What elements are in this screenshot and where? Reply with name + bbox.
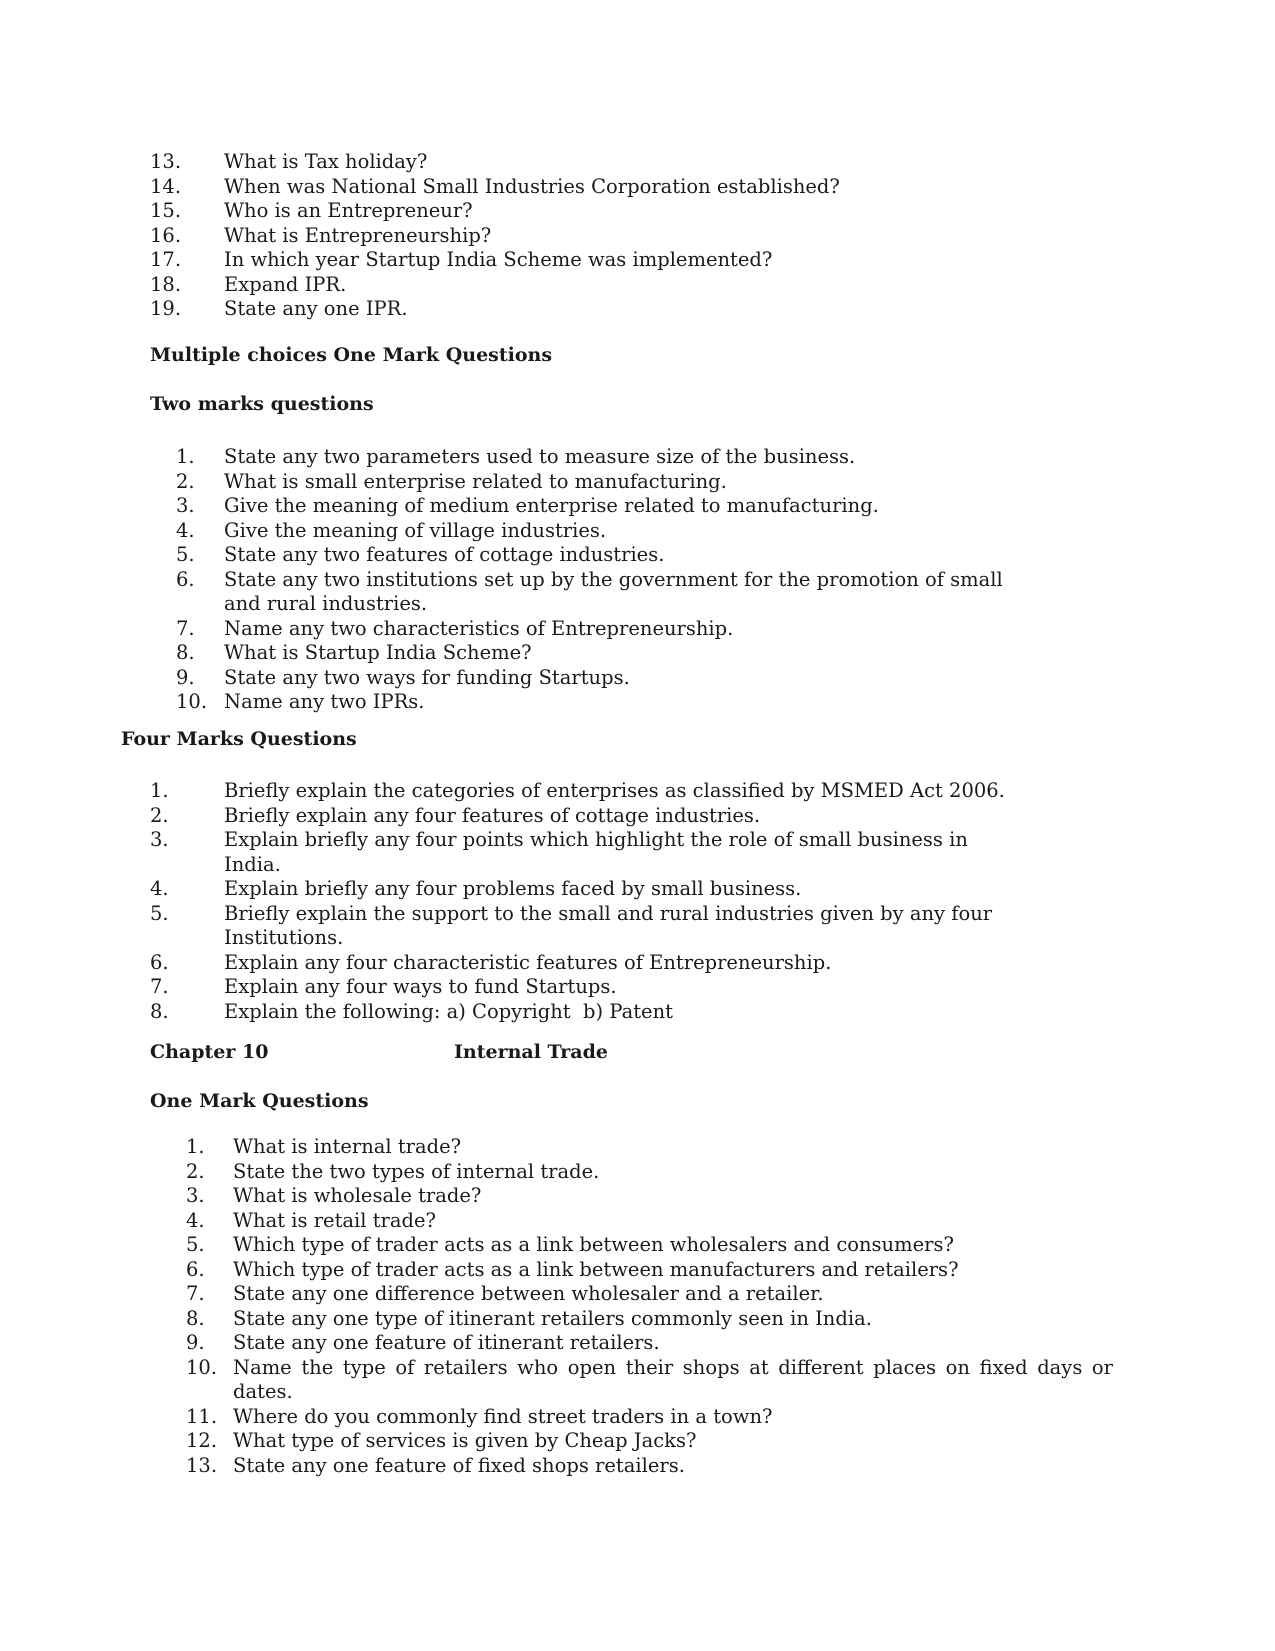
item-number: 9.	[176, 665, 195, 689]
item-number: 10.	[186, 1355, 218, 1379]
section-heading-four-marks: Four Marks Questions	[121, 728, 357, 750]
list-item	[150, 1184, 1120, 1209]
list-item	[150, 1209, 1120, 1234]
item-text: State any one IPR.	[224, 297, 408, 320]
section-heading-one-mark: One Mark Questions	[150, 1090, 369, 1112]
list-item	[150, 690, 1070, 715]
item-text: Explain the following: a) Copyright b) Patent	[224, 999, 673, 1023]
item-text: Briefly explain any four features of cottage industries.	[224, 803, 761, 827]
item-text: Which type of trader acts as a link between manufacturers and retailers?	[233, 1257, 959, 1281]
item-number: 7.	[186, 1282, 205, 1305]
item-text: Explain any four ways to fund Startups.	[224, 975, 617, 998]
item-number: 3.	[186, 1184, 205, 1207]
item-number: 13.	[150, 150, 182, 173]
list-item	[150, 975, 1030, 1000]
item-text: State any one difference between wholesaler and a retailer.	[233, 1282, 824, 1305]
item-number: 1.	[186, 1135, 205, 1158]
item-number: 5.	[186, 1233, 205, 1256]
item-number: 17.	[150, 248, 182, 271]
item-number: 18.	[150, 272, 182, 296]
item-number: 10.	[176, 690, 208, 713]
item-text: What type of services is given by Cheap Jacks?	[233, 1429, 697, 1452]
item-text: What is small enterprise related to manufacturing.	[224, 469, 727, 493]
list-item	[150, 273, 1030, 298]
item-text: Who is an Entrepreneur?	[224, 199, 473, 222]
item-text: State any two institutions set up by the government for the promotion of small and rural industries.	[224, 567, 1003, 615]
list-item	[150, 494, 1070, 519]
list-item	[150, 1454, 1120, 1479]
list-item	[150, 470, 1070, 495]
list-item	[150, 199, 1030, 224]
item-number: 13.	[186, 1453, 218, 1477]
item-number: 2.	[150, 803, 169, 827]
item-text: Give the meaning of village industries.	[224, 518, 607, 542]
item-number: 9.	[186, 1331, 205, 1354]
list-item	[150, 1233, 1120, 1258]
item-text: Name any two characteristics of Entrepreneurship.	[224, 616, 734, 640]
item-text: Name any two IPRs.	[224, 690, 425, 713]
item-number: 8.	[150, 999, 169, 1023]
list-item	[150, 779, 1030, 804]
list-item	[150, 1405, 1120, 1430]
item-number: 6.	[186, 1257, 205, 1281]
item-number: 6.	[150, 950, 169, 974]
list-item	[150, 175, 1030, 200]
list-item	[150, 1000, 1030, 1025]
item-number: 12.	[186, 1429, 218, 1452]
item-text: State any two parameters used to measure size of the business.	[224, 445, 856, 468]
list-item	[150, 1282, 1120, 1307]
list-item	[150, 1307, 1120, 1332]
list-item	[150, 617, 1070, 642]
list-item	[150, 519, 1070, 544]
item-text: What is Tax holiday?	[224, 150, 428, 173]
item-text: State any two features of cottage industries.	[224, 543, 665, 566]
item-number: 8.	[176, 641, 195, 664]
list-item	[150, 1356, 1120, 1405]
item-text: Which type of trader acts as a link between wholesalers and consumers?	[233, 1233, 954, 1256]
item-text: Explain briefly any four problems faced by small business.	[224, 877, 802, 900]
item-text: Briefly explain the categories of enterprises as classified by MSMED Act 2006.	[224, 779, 1005, 802]
item-number: 14.	[150, 174, 182, 198]
item-number: 7.	[150, 975, 169, 998]
item-number: 6.	[176, 567, 195, 591]
item-text: State any one type of itinerant retailers commonly seen in India.	[233, 1306, 872, 1330]
item-number: 11.	[186, 1404, 218, 1428]
item-text: What is Startup India Scheme?	[224, 641, 532, 664]
item-text: State any two ways for funding Startups.	[224, 665, 630, 689]
item-number: 5.	[176, 543, 195, 566]
list-item	[150, 877, 1030, 902]
list-item	[150, 1331, 1120, 1356]
four-marks-question-list	[150, 779, 1030, 1024]
list-item	[150, 666, 1070, 691]
chapter-label: Chapter 10	[150, 1041, 269, 1063]
item-number: 2.	[186, 1159, 205, 1183]
list-item	[150, 828, 1030, 877]
item-text: What is internal trade?	[233, 1135, 462, 1158]
list-item	[150, 543, 1070, 568]
item-text: Where do you commonly find street traders in a town?	[233, 1404, 773, 1428]
list-item	[150, 1160, 1120, 1185]
list-item	[150, 1429, 1120, 1454]
item-number: 5.	[150, 901, 169, 925]
list-item	[150, 224, 1030, 249]
item-number: 2.	[176, 469, 195, 493]
item-number: 7.	[176, 616, 195, 640]
item-number: 4.	[150, 877, 169, 900]
item-text: What is retail trade?	[233, 1208, 436, 1232]
item-number: 4.	[186, 1208, 205, 1232]
list-item	[150, 641, 1070, 666]
item-text: When was National Small Industries Corporation established?	[224, 174, 840, 198]
item-text: Expand IPR.	[224, 272, 347, 296]
list-item	[150, 297, 1030, 322]
two-marks-question-list	[150, 445, 1070, 715]
item-number: 1.	[150, 779, 169, 802]
item-text: Explain any four characteristic features of Entrepreneurship.	[224, 950, 832, 974]
list-item	[150, 1135, 1120, 1160]
item-text: What is Entrepreneurship?	[224, 223, 492, 247]
list-item	[150, 804, 1030, 829]
item-text: Briefly explain the support to the small and rural industries given by any four Institutions.	[224, 901, 993, 949]
item-text: Explain briefly any four points which highlight the role of small business in India.	[224, 828, 968, 876]
item-text: State the two types of internal trade.	[233, 1159, 600, 1183]
item-text: What is wholesale trade?	[233, 1184, 482, 1207]
list-item	[150, 150, 1030, 175]
list-item	[150, 1258, 1120, 1283]
item-number: 19.	[150, 297, 182, 320]
item-number: 3.	[176, 494, 195, 517]
list-item	[150, 445, 1070, 470]
item-number: 1.	[176, 445, 195, 468]
list-item	[150, 951, 1030, 976]
item-number: 4.	[176, 518, 195, 542]
one-mark-question-list	[150, 1135, 1120, 1478]
item-text: In which year Startup India Scheme was implemented?	[224, 248, 773, 271]
item-number: 3.	[150, 828, 169, 851]
question-list-continued	[150, 150, 1030, 322]
section-heading-mcq: Multiple choices One Mark Questions	[150, 344, 553, 366]
item-number: 8.	[186, 1306, 205, 1330]
section-heading-two-marks: Two marks questions	[150, 393, 374, 415]
item-text: Give the meaning of medium enterprise related to manufacturing.	[224, 494, 879, 517]
list-item	[150, 902, 1030, 951]
item-number: 15.	[150, 199, 182, 222]
item-text: State any one feature of itinerant retailers.	[233, 1331, 660, 1354]
list-item	[150, 248, 1030, 273]
item-text: Name the type of retailers who open their shops at different places on fixed days or dates.	[233, 1355, 1113, 1403]
item-number: 16.	[150, 223, 182, 247]
list-item	[150, 568, 1070, 617]
item-text: State any one feature of fixed shops retailers.	[233, 1453, 685, 1477]
chapter-title: Internal Trade	[454, 1041, 608, 1063]
